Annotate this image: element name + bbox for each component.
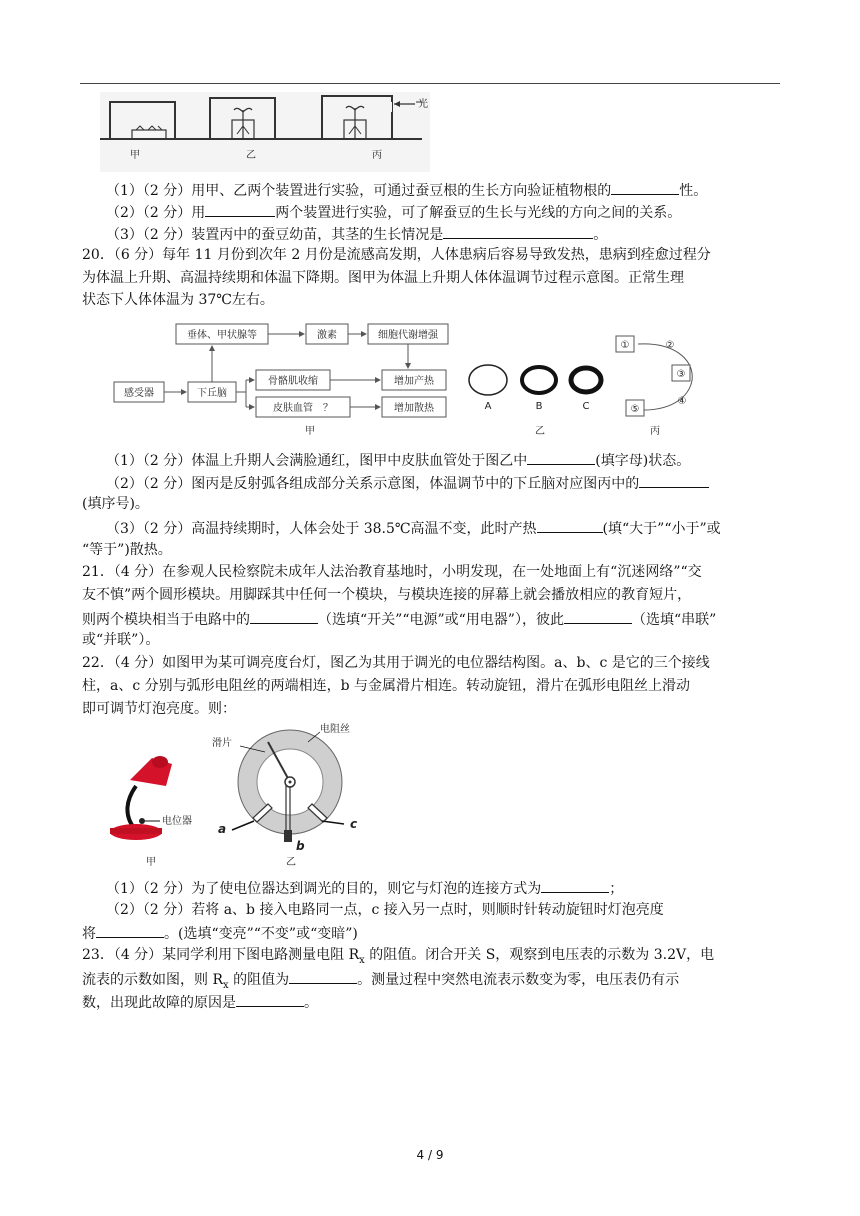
q20-sub3: （3）（2 分）高温持续期时，人体会处于 38.5℃高温不变，此时产热 (填“大于”“小于”或	[106, 517, 721, 539]
vessel-c	[571, 368, 601, 392]
terminal-b: b	[296, 839, 305, 853]
answer-blank[interactable]	[205, 201, 275, 217]
q19-sub2: （2）（2 分）用 两个装置进行实验，可了解蚕豆的生长与光线的方向之间的关系。	[106, 201, 681, 223]
answer-blank[interactable]	[639, 472, 709, 488]
q20-sub1: （1）（2 分）体温上升期人会满脸通红，图甲中皮肤血管处于图乙中 (填字母)状态。	[106, 449, 690, 471]
answer-blank[interactable]	[564, 608, 632, 624]
caption-potentiometer: 乙	[286, 857, 296, 868]
terminal-c: c	[350, 817, 358, 831]
potentiometer	[232, 730, 344, 842]
germination-figure	[100, 92, 430, 172]
desk-lamp	[110, 756, 172, 840]
q20-stem-3: 状态下人体体温为 37℃左右。	[82, 292, 274, 308]
light-label: 光	[418, 99, 428, 110]
header-rule	[80, 83, 780, 84]
vessel-a	[469, 365, 507, 395]
svg-text:细胞代谢增强: 细胞代谢增强	[378, 330, 438, 341]
thermoregulation-figure	[110, 320, 710, 440]
svg-text:激素: 激素	[317, 330, 337, 341]
svg-text:骨骼肌收缩: 骨骼肌收缩	[268, 376, 318, 387]
q22-stem-1: 22．（4 分）如图甲为某可调亮度台灯，图乙为其用于调光的电位器结构图。a、b、c 是它的三个接线	[82, 655, 710, 671]
svg-text:下丘脑: 下丘脑	[197, 388, 227, 399]
answer-blank[interactable]	[96, 922, 164, 938]
arc-node-2: ②	[665, 340, 675, 351]
answer-blank[interactable]	[537, 517, 603, 533]
label-slider: 滑片	[212, 738, 232, 749]
q21-line2: 友不慎”两个圆形模块。用脚踩其中任何一个模块，与模块连接的屏幕上就会播放相应的教育短片，	[82, 587, 692, 603]
q20-stem-2: 为体温上升期、高温持续期和体温下降期。图甲为体温上升期人体体温调节过程示意图。正常生理	[82, 270, 684, 286]
svg-text:皮肤血管 ？: 皮肤血管 ？	[273, 403, 333, 414]
svg-text:C: C	[582, 401, 590, 412]
q20-stem-1: 20．（6 分）每年 11 月份到次年 2 月份是流感高发期，人体患病后容易导致发热，患病到痊愈过程分	[82, 247, 711, 263]
label-bing: 丙	[372, 150, 382, 161]
arc-node-3: ③	[676, 369, 686, 380]
svg-text:A: A	[484, 401, 492, 412]
terminal-a: a	[218, 822, 227, 836]
answer-blank[interactable]	[541, 877, 609, 893]
caption-yi: 乙	[535, 426, 545, 437]
answer-blank[interactable]	[443, 223, 593, 239]
answer-blank[interactable]	[236, 991, 304, 1007]
label-resistance-wire: 电阻丝	[320, 724, 350, 735]
q23-line1: 23．（4 分）某同学利用下图电路测量电阻 $R_x$ 的阻值。闭合开关 S，观察到电压表的示数为 3.2V，电	[82, 947, 715, 966]
arc-node-1: ①	[620, 340, 630, 351]
answer-blank[interactable]	[611, 179, 679, 195]
q22-sub1: （1）（2 分）为了使电位器达到调光的目的，则它与灯泡的连接方式为 ；	[106, 877, 623, 899]
q19-sub1: （1）（2 分）用甲、乙两个装置进行实验，可通过蚕豆根的生长方向验证植物根的 性。	[106, 179, 707, 201]
q21-line3: 则两个模块相当于电路中的 （选填“开关”“电源”或“用电器”），彼此 （选填“串联”	[82, 608, 716, 630]
lamp-potentiometer-figure	[100, 720, 380, 870]
label-jia: 甲	[130, 150, 140, 161]
q20-sub3-cont: “等于”)散热。	[82, 542, 172, 558]
arc-node-5: ⑤	[630, 404, 640, 415]
q21-line1: 21．（4 分）在参观人民检察院未成年人法治教育基地时，小明发现，在一处地面上有“沉迷网络”“交	[82, 564, 702, 580]
svg-text:感受器: 感受器	[124, 388, 154, 399]
answer-blank[interactable]	[527, 449, 595, 465]
vessel-b	[522, 367, 556, 393]
q23-line2: 流表的示数如图，则 $R_x$ 的阻值为 。测量过程中突然电流表示数变为零，电压表仍有示	[82, 968, 679, 996]
svg-text:垂体、甲状腺等: 垂体、甲状腺等	[187, 330, 257, 341]
q20-sub2: （2）（2 分）图丙是反射弧各组成部分关系示意图，体温调节中的下丘脑对应图丙中的	[106, 472, 709, 494]
q22-stem-3: 即可调节灯泡亮度。则：	[82, 701, 236, 717]
caption-jia: 甲	[305, 426, 315, 437]
q22-stem-2: 柱，a、c 分别与弧形电阻丝的两端相连，b 与金属滑片相连。转动旋钮，滑片在弧形电阻丝上滑动	[82, 678, 691, 694]
q19-sub3: （3）（2 分）装置丙中的蚕豆幼苗，其茎的生长情况是 。	[106, 223, 607, 245]
q23-line3: 数，出现此故障的原因是 。	[82, 991, 318, 1013]
answer-blank[interactable]	[289, 968, 357, 984]
caption-lamp: 甲	[146, 857, 156, 868]
svg-text:增加产热: 增加产热	[394, 376, 434, 387]
label-yi: 乙	[246, 150, 256, 161]
page-number: 4 / 9	[416, 1148, 444, 1162]
q20-sub2-cont: (填序号)。	[82, 496, 149, 512]
q21-line4: 或“并联”）。	[82, 632, 160, 648]
caption-bing: 丙	[650, 426, 660, 437]
answer-blank[interactable]	[250, 608, 318, 624]
q22-sub2: （2）（2 分）若将 a、b 接入电路同一点，c 接入另一点时，则顺时针转动旋钮时灯泡亮度	[106, 902, 664, 918]
svg-text:B: B	[535, 401, 543, 412]
q22-sub2-cont: 将 。(选填“变亮”“不变”或“变暗”)	[82, 922, 358, 944]
svg-text:增加散热: 增加散热	[394, 403, 434, 414]
label-lamp-potentiometer: 电位器	[162, 816, 192, 827]
arc-node-4: ④	[677, 396, 687, 407]
